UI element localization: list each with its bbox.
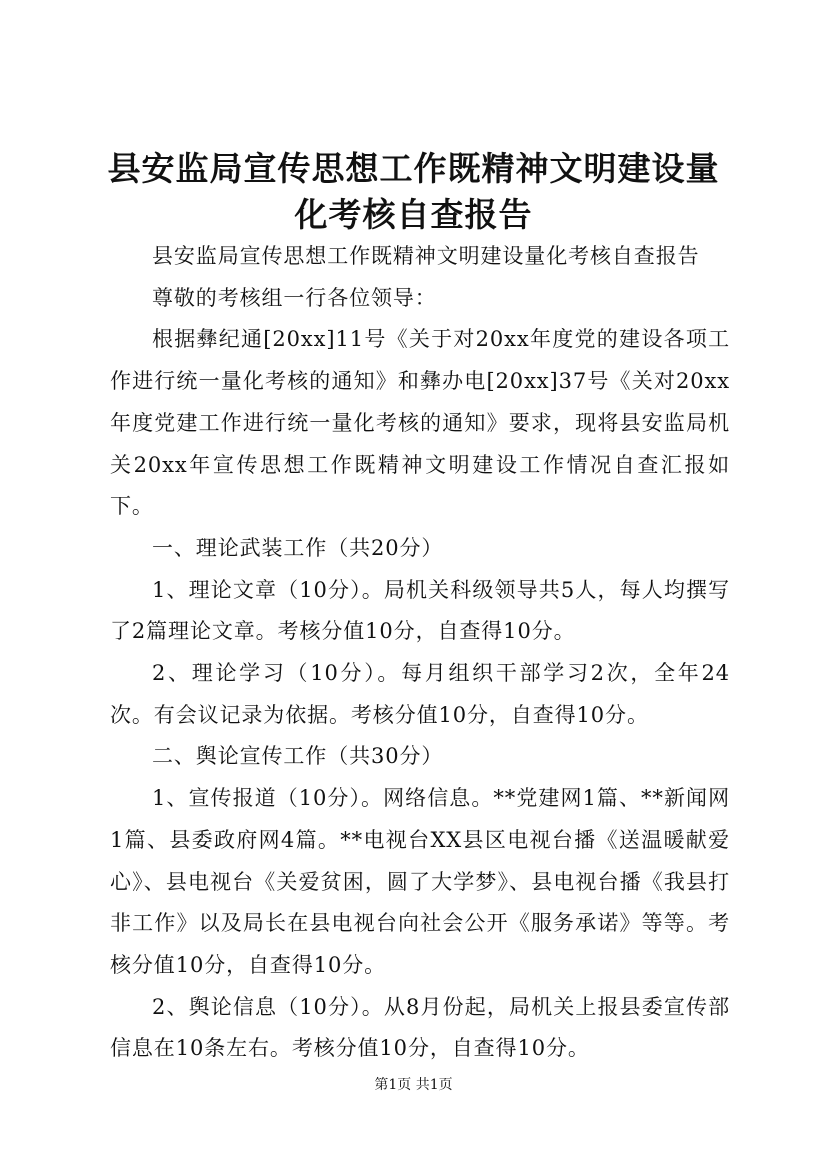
document-title: 县安监局宣传思想工作既精神文明建设量化考核自查报告: [107, 149, 720, 234]
page-footer: 第1页 共1页: [374, 1077, 453, 1093]
section-heading-theory: 一、理论武装工作（共20分）: [152, 535, 444, 560]
paragraph-theory-study: 2、理论学习（10分）。每月组织干部学习2次，全年24次。有会议记录为依据。考核分值10分，自查得10分。: [110, 661, 730, 727]
paragraph-intro: 根据彝纪通[20xx]11号《关于对20xx年度党的建设各项工作进行统一量化考核的通知》和彝办电[20xx]37号《关对20xx年度党建工作进行统一量化考核的通知》要求，现将县安监局机关20xx年宣传思想工作既精神文明建设工作情况自查汇报如下。: [110, 327, 730, 519]
paragraph-theory-articles: 1、理论文章（10分）。局机关科级领导共5人，每人均撰写了2篇理论文章。考核分值10分，自查得10分。: [110, 577, 730, 644]
paragraph-opinion-info: 2、舆论信息（10分）。从8月份起，局机关上报县委宣传部信息在10条左右。考核分值10分，自查得10分。: [110, 994, 730, 1061]
paragraph-publicity-reports: 1、宣传报道（10分）。网络信息。**党建网1篇、**新闻网1篇、县委政府网4篇。**电视台XX县区电视台播《送温暖献爱心》、县电视台《关爱贫困，圆了大学梦》、县电视台播《我县打非工作》以及局长在县电视台向社会公开《服务承诺》等等。考核分值10分，自查得10分。: [110, 786, 730, 977]
paragraph-salutation: 尊敬的考核组一行各位领导：: [152, 285, 437, 310]
section-heading-publicity: 二、舆论宣传工作（共30分）: [152, 744, 444, 769]
document-body: [110, 236, 730, 1070]
paragraph-heading-repeat: 县安监局宣传思想工作既精神文明建设量化考核自查报告: [152, 244, 700, 268]
